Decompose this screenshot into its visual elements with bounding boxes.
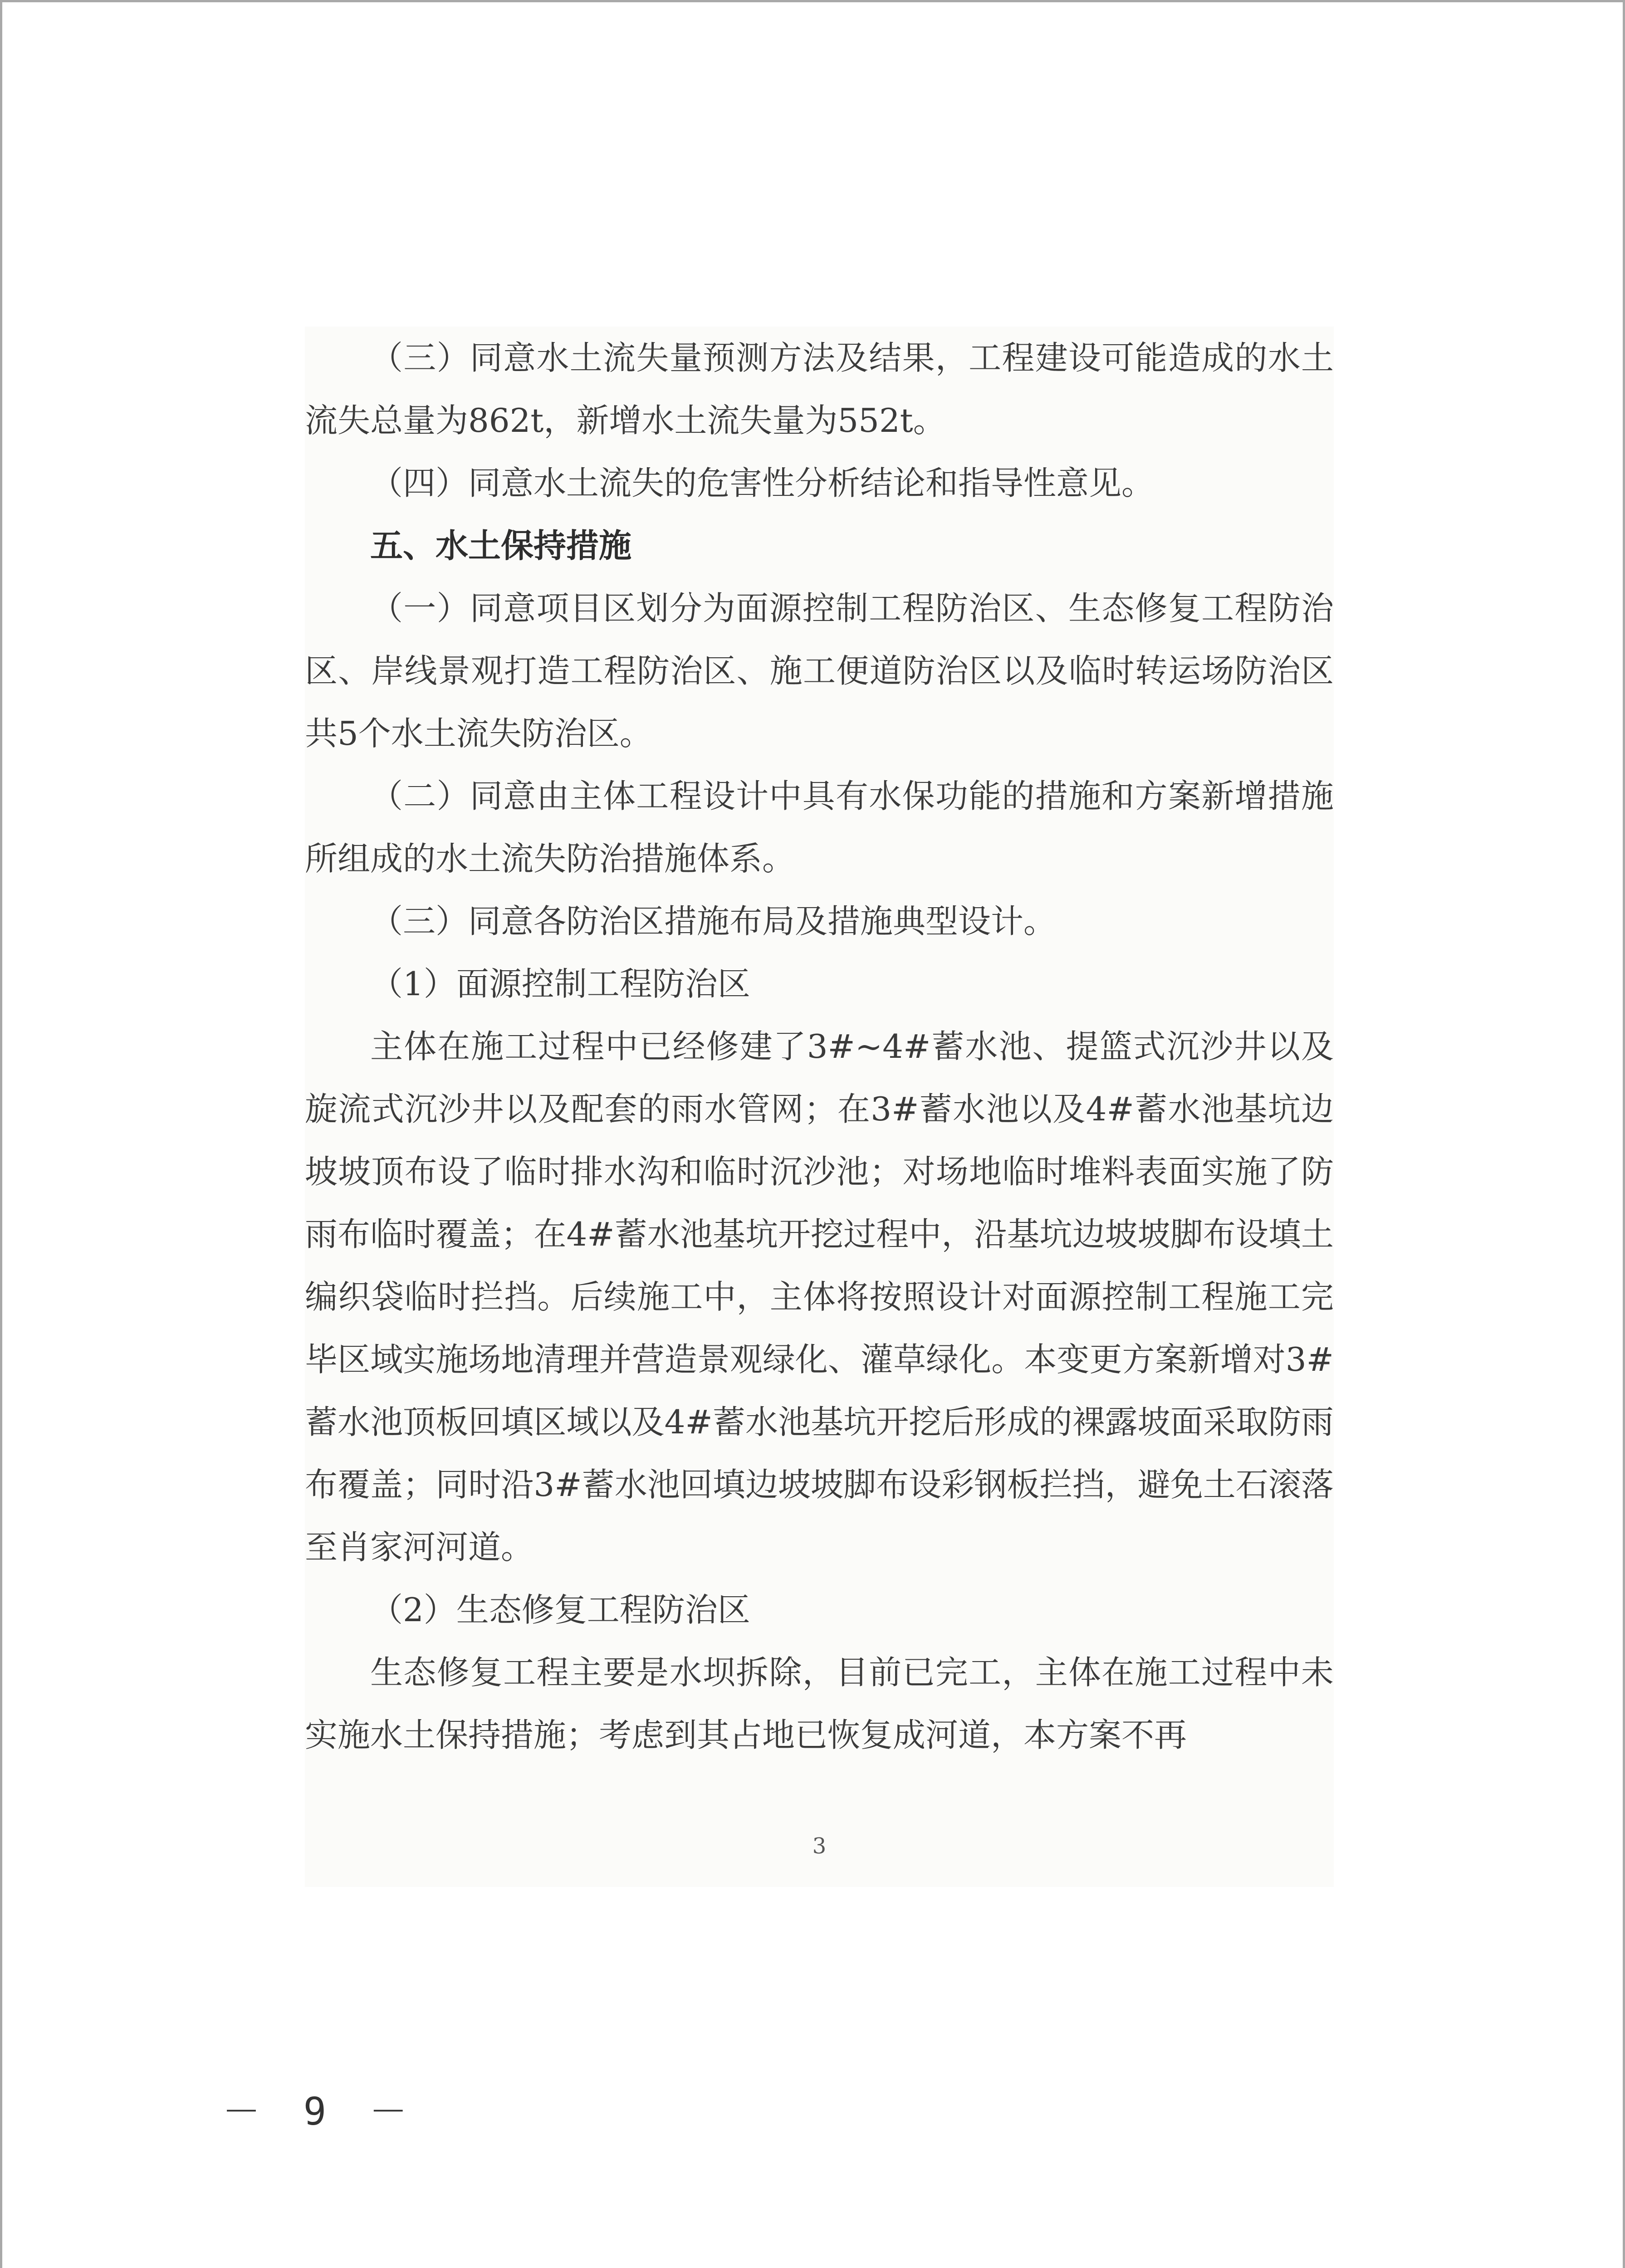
paragraph-zone-division: （一）同意项目区划分为面源控制工程防治区、生态修复工程防治区、岸线景观打造工程防治区、施工便道防治区以及临时转运场防治区共5个水土流失防治区。 — [305, 589, 1334, 753]
footer-page-number: － 9 － — [222, 2089, 417, 2134]
paragraph-measure-system: （二）同意由主体工程设计中具有水保功能的措施和方案新增措施所组成的水土流失防治措施体系。 — [305, 777, 1334, 878]
paragraph-measure-layout: （三）同意各防治区措施布局及措施典型设计。 — [370, 902, 1057, 940]
paragraph-hazard-analysis: （四）同意水土流失的危害性分析结论和指导性意见。 — [370, 464, 1155, 502]
subheading-ecological-restoration-zone: （2）生态修复工程防治区 — [370, 1591, 750, 1629]
paragraph-erosion-prediction: （三）同意水土流失量预测方法及结果，工程建设可能造成的水土流失总量为862t，新增水土流失量为552t。 — [305, 339, 1334, 440]
section-heading-soil-conservation-measures: 五、水土保持措施 — [370, 527, 632, 565]
subheading-nonpoint-source-zone: （1）面源控制工程防治区 — [370, 965, 750, 1003]
paragraph-nonpoint-source-measures: 主体在施工过程中已经修建了3#~4#蓄水池、提篮式沉沙井以及旋流式沉沙井以及配套的雨水管网；在3#蓄水池以及4#蓄水池基坑边坡坡顶布设了临时排水沟和临时沉沙池；对场地临时堆料表面实施了防雨布临时覆盖；在4#蓄水池基坑开挖过程中，沿基坑边坡坡脚布设填土编织袋临时拦挡。后续施工中，主体将按照设计对面源控制工程施工完毕区域实施场地清理并营造景观绿化、灌草绿化。本变更方案新增对3#蓄水池顶板回填区域以及4#蓄水池基坑开挖后形成的裸露坡面采取防雨布覆盖；同时沿3#蓄水池回填边坡坡脚布设彩钢板拦挡，避免土石滚落至肖家河河道。 — [305, 1027, 1334, 1566]
scan-page-number: 3 — [812, 1833, 827, 1859]
document-body — [305, 327, 1334, 1766]
paragraph-ecological-restoration: 生态修复工程主要是水坝拆除，目前已完工，主体在施工过程中未实施水土保持措施；考虑到其占地已恢复成河道，本方案不再 — [305, 1653, 1334, 1754]
scanned-document-page — [305, 327, 1334, 1887]
